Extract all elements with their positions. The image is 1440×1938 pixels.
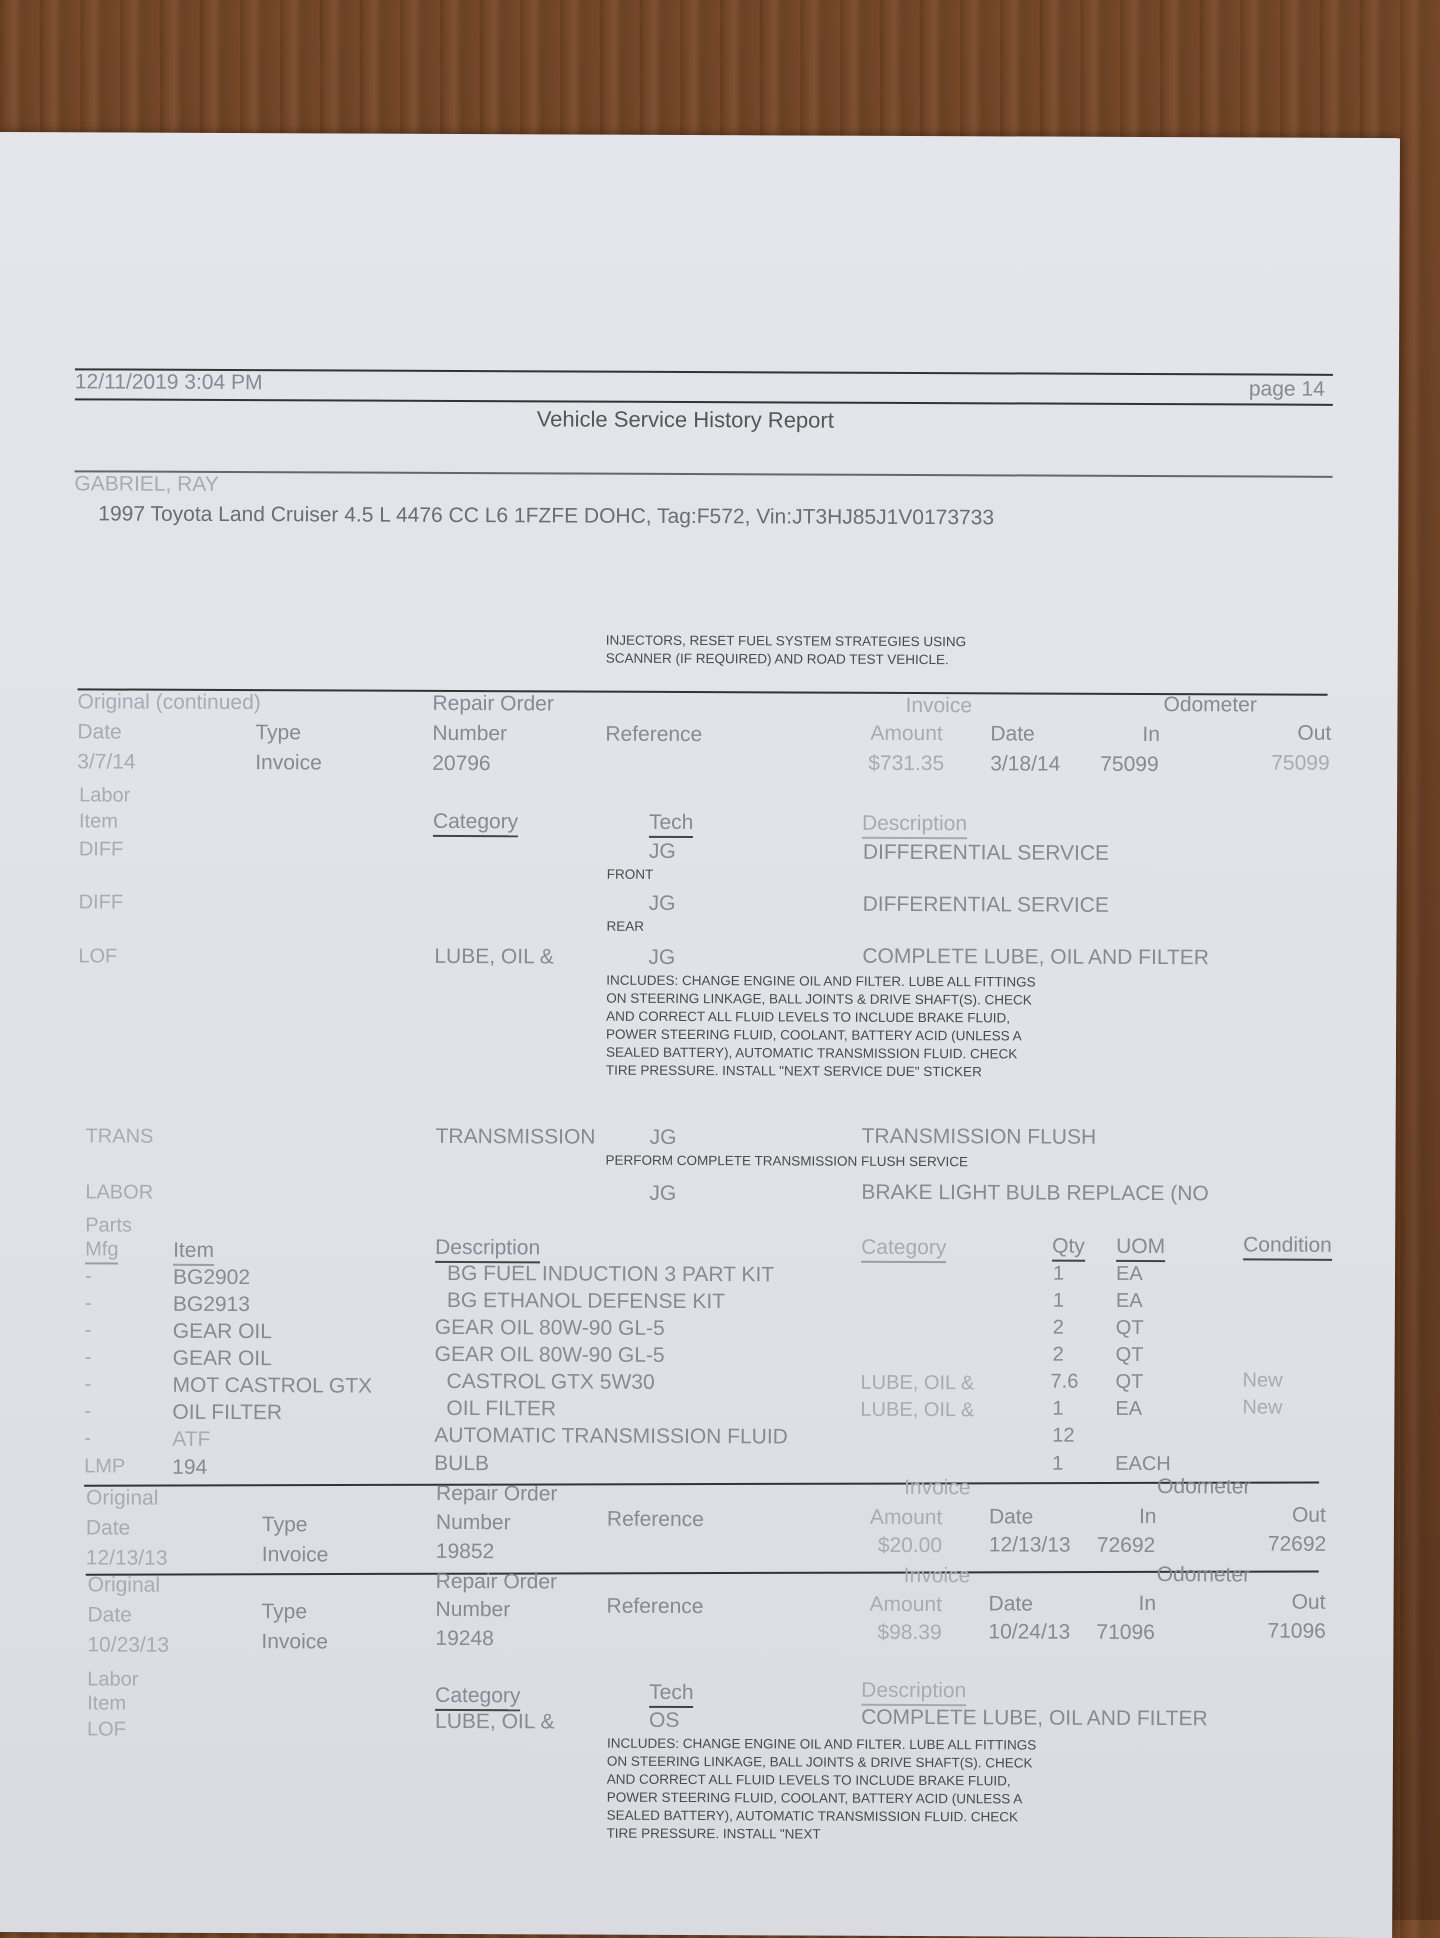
order3-item-label: Item — [87, 1692, 127, 1715]
order2-amount: $20.00 — [877, 1533, 943, 1558]
order2-date: 12/13/13 — [85, 1546, 168, 1570]
order3-odo-in: 71096 — [1096, 1620, 1155, 1645]
parts-section-label: Parts — [85, 1214, 132, 1237]
part-qty: 1 — [1052, 1452, 1064, 1475]
order1-invoice-label: Invoice — [905, 693, 973, 718]
order1-date: 3/7/14 — [77, 750, 136, 774]
order2-date2-label: Date — [988, 1505, 1034, 1529]
labor-description-label: Description — [862, 812, 967, 839]
order2-odo-in: 72692 — [1096, 1533, 1156, 1558]
part-qty: 7.6 — [1050, 1370, 1079, 1393]
order2-original-label: Original — [85, 1486, 159, 1510]
order1-amount-label: Amount — [870, 721, 943, 746]
part-description: BG ETHANOL DEFENSE KIT — [446, 1288, 726, 1314]
order2-type: Invoice — [261, 1543, 329, 1567]
labor-row-description: DIFFERENTIAL SERVICE — [862, 840, 1110, 865]
labor-row-note: INCLUDES: CHANGE ENGINE OIL AND FILTER. LUBE ALL FITTINGS ON STEERING LINKAGE, BALL JOINTS & DRIVE SHAFT(S). CHECK AND CORRECT ALL FLUID LEVELS TO INCLUDE BRAKE FLUID, POWER STEERING FLUID, COOLANT, BATTERY ACID (UNLESS A SEALED BATTERY), AUTOMATIC TRANSMISSION FLUID. CHECK TIRE PRESSURE. INSTALL "NEXT SERVICE DUE" STICKER — [605, 972, 1036, 1080]
labor-row-item: DIFF — [78, 891, 124, 914]
labor-row-category: LUBE, OIL & — [434, 944, 554, 969]
order3-labor-item: LOF — [86, 1718, 126, 1741]
order3-odometer-label: Odometer — [1156, 1563, 1251, 1587]
part-mfg: - — [84, 1346, 92, 1369]
parts-description-label: Description — [435, 1236, 540, 1263]
labor-row-tech: JG — [649, 1181, 677, 1205]
part-uom: EACH — [1115, 1452, 1171, 1476]
part-mfg: - — [84, 1319, 92, 1342]
order2-ro-label: Repair Order — [436, 1481, 558, 1506]
order1-date2-label: Date — [990, 722, 1035, 746]
labor-row-note: PERFORM COMPLETE TRANSMISSION FLUSH SERVICE — [605, 1152, 969, 1170]
order3-ro-label: Repair Order — [435, 1569, 558, 1594]
parts-qty-label: Qty — [1052, 1235, 1085, 1262]
order1-reference-label: Reference — [605, 722, 703, 747]
part-item: ATF — [172, 1427, 211, 1451]
order3-odo-out: 71096 — [1267, 1619, 1326, 1643]
parts-item-label: Item — [173, 1239, 214, 1266]
report-title: Vehicle Service History Report — [536, 406, 834, 433]
labor-row-tech: JG — [649, 1125, 677, 1149]
part-qty: 1 — [1052, 1262, 1065, 1285]
part-description: CASTROL GTX 5W30 — [446, 1369, 655, 1394]
part-item: OIL FILTER — [172, 1400, 283, 1425]
parts-mfg-label: Mfg — [85, 1238, 118, 1264]
part-qty: 2 — [1052, 1343, 1064, 1366]
order3-number: 19248 — [435, 1626, 494, 1651]
labor-row-tech: JG — [648, 839, 676, 863]
order2-date-label: Date — [85, 1516, 131, 1540]
order2-amount-label: Amount — [869, 1505, 943, 1530]
labor-row-item: LOF — [78, 945, 118, 968]
order3-type: Invoice — [261, 1630, 329, 1654]
order2-number-label: Number — [435, 1510, 511, 1535]
order1-amount: $731.35 — [868, 751, 945, 776]
order3-invoice-label: Invoice — [903, 1563, 971, 1588]
order3-invoice-date: 10/24/13 — [988, 1620, 1071, 1644]
order1-ro-label: Repair Order — [432, 691, 554, 716]
order3-labor-tech: OS — [649, 1708, 680, 1732]
order1-odo-out: 75099 — [1271, 751, 1330, 775]
order3-tech-label: Tech — [649, 1681, 693, 1708]
order1-type: Invoice — [255, 751, 322, 775]
customer-name: GABRIEL, RAY — [74, 472, 219, 496]
part-description: OIL FILTER — [446, 1396, 557, 1421]
order1-out-label: Out — [1297, 721, 1332, 745]
header-bottom-rule — [75, 470, 1333, 477]
carryover-note: INJECTORS, RESET FUEL SYSTEM STRATEGIES USING SCANNER (IF REQUIRED) AND ROAD TEST VEHICLE. — [605, 632, 967, 668]
order2-invoice-label: Invoice — [904, 1475, 971, 1500]
part-description: GEAR OIL 80W-90 GL-5 — [434, 1342, 665, 1367]
order1-date-label: Date — [77, 720, 122, 744]
labor-row-item: TRANS — [85, 1125, 154, 1148]
order3-type-label: Type — [261, 1600, 308, 1624]
part-item: GEAR OIL — [172, 1346, 272, 1371]
order3-date2-label: Date — [988, 1592, 1033, 1616]
header-mid-rule — [75, 398, 1333, 405]
order3-in-label: In — [1138, 1591, 1157, 1616]
part-qty: 1 — [1052, 1397, 1064, 1420]
labor-row-note: FRONT — [606, 866, 654, 882]
order1-number: 20796 — [432, 751, 491, 776]
labor-row-description: COMPLETE LUBE, OIL AND FILTER — [862, 944, 1210, 970]
order2-out-label: Out — [1291, 1503, 1326, 1527]
labor-row-tech: JG — [648, 945, 676, 969]
part-uom: QT — [1115, 1343, 1144, 1367]
part-condition: New — [1242, 1369, 1283, 1392]
part-description: BULB — [434, 1451, 490, 1476]
order3-labor-note: INCLUDES: CHANGE ENGINE OIL AND FILTER. LUBE ALL FITTINGS ON STEERING LINKAGE, BALL JOINTS & DRIVE SHAFT(S). CHECK AND CORRECT ALL FLUID LEVELS TO INCLUDE BRAKE FLUID, POWER STEERING FLUID, COOLANT, BATTERY ACID (UNLESS A SEALED BATTERY), AUTOMATIC TRANSMISSION FLUID. CHECK TIRE PRESSURE. INSTALL "NEXT — [606, 1735, 1037, 1842]
part-mfg: - — [84, 1373, 92, 1396]
part-description: GEAR OIL 80W-90 GL-5 — [434, 1315, 665, 1340]
order2-top-rule — [84, 1481, 1319, 1486]
order3-description-label: Description — [861, 1679, 966, 1706]
order3-labor-description: COMPLETE LUBE, OIL AND FILTER — [861, 1705, 1208, 1731]
order3-number-label: Number — [435, 1597, 511, 1622]
order2-number: 19852 — [435, 1539, 495, 1564]
labor-row-item: LABOR — [85, 1181, 154, 1204]
part-mfg: - — [84, 1427, 92, 1450]
labor-category-label: Category — [433, 810, 518, 837]
part-category: LUBE, OIL & — [860, 1371, 975, 1395]
order3-date: 10/23/13 — [87, 1633, 170, 1657]
part-mfg: - — [84, 1292, 92, 1315]
order2-odo-out: 72692 — [1267, 1532, 1327, 1556]
part-uom: EA — [1115, 1289, 1143, 1312]
vehicle-description: 1997 Toyota Land Cruiser 4.5 L 4476 CC L6 1FZFE DOHC, Tag:F572, Vin:JT3HJ85J1V0173733 — [98, 502, 995, 530]
order2-reference-label: Reference — [606, 1507, 704, 1532]
part-condition: New — [1242, 1396, 1283, 1419]
order3-labor-label: Labor — [87, 1668, 139, 1691]
order3-reference-label: Reference — [606, 1594, 704, 1619]
part-item: MOT CASTROL GTX — [172, 1373, 373, 1398]
labor-tech-label: Tech — [649, 811, 693, 838]
part-item: BG2902 — [172, 1265, 251, 1290]
part-mfg: - — [84, 1400, 92, 1423]
order2-type-label: Type — [261, 1513, 308, 1537]
labor-row-description: TRANSMISSION FLUSH — [861, 1124, 1097, 1149]
labor-row-item: DIFF — [78, 838, 124, 861]
parts-category-label: Category — [861, 1236, 946, 1263]
order1-number-label: Number — [432, 721, 508, 746]
part-mfg: LMP — [84, 1455, 126, 1478]
order2-odometer-label: Odometer — [1157, 1475, 1251, 1499]
labor-item-label: Item — [78, 810, 118, 833]
part-qty: 1 — [1052, 1289, 1065, 1312]
order1-type-label: Type — [255, 721, 301, 745]
order1-in-label: In — [1142, 722, 1160, 747]
part-item: GEAR OIL — [172, 1319, 273, 1344]
labor-row-category: TRANSMISSION — [435, 1124, 596, 1149]
part-item: BG2913 — [172, 1292, 250, 1317]
part-mfg: - — [84, 1265, 92, 1288]
part-description: BG FUEL INDUCTION 3 PART KIT — [446, 1261, 775, 1287]
part-category: LUBE, OIL & — [860, 1398, 975, 1422]
order3-out-label: Out — [1291, 1590, 1326, 1614]
part-description: AUTOMATIC TRANSMISSION FLUID — [434, 1423, 788, 1449]
parts-condition-label: Condition — [1243, 1233, 1332, 1260]
report-timestamp: 12/11/2019 3:04 PM — [74, 370, 263, 395]
order3-category-label: Category — [435, 1684, 520, 1711]
order1-odo-in: 75099 — [1100, 752, 1159, 777]
labor-row-tech: JG — [648, 891, 676, 915]
order1-original-label: Original (continued) — [77, 690, 261, 715]
part-uom: EA — [1115, 1397, 1143, 1420]
order2-invoice-date: 12/13/13 — [988, 1533, 1071, 1557]
labor-section-label: Labor — [79, 784, 131, 807]
parts-uom-label: UOM — [1116, 1235, 1165, 1262]
order1-odometer-label: Odometer — [1163, 693, 1257, 717]
order3-amount: $98.39 — [877, 1620, 942, 1645]
order3-amount-label: Amount — [869, 1592, 943, 1617]
header-top-rule — [75, 368, 1333, 375]
part-qty: 2 — [1052, 1316, 1064, 1339]
labor-row-description: BRAKE LIGHT BULB REPLACE (NO — [861, 1180, 1209, 1206]
order3-top-rule — [86, 1570, 1319, 1575]
part-item: 194 — [172, 1455, 208, 1479]
order3-date-label: Date — [87, 1603, 132, 1627]
labor-row-note: REAR — [606, 918, 645, 934]
labor-row-description: DIFFERENTIAL SERVICE — [862, 892, 1109, 917]
order2-in-label: In — [1138, 1504, 1157, 1529]
part-uom: QT — [1115, 1370, 1144, 1394]
report-page — [0, 132, 1400, 1938]
order3-labor-category: LUBE, OIL & — [435, 1709, 555, 1734]
order1-top-rule — [78, 688, 1328, 695]
part-uom: EA — [1115, 1262, 1143, 1285]
page-number: page 14 — [1248, 377, 1325, 401]
order3-original-label: Original — [87, 1573, 161, 1597]
order1-invoice-date: 3/18/14 — [990, 752, 1061, 776]
part-qty: 12 — [1052, 1424, 1075, 1447]
part-uom: QT — [1115, 1316, 1144, 1340]
